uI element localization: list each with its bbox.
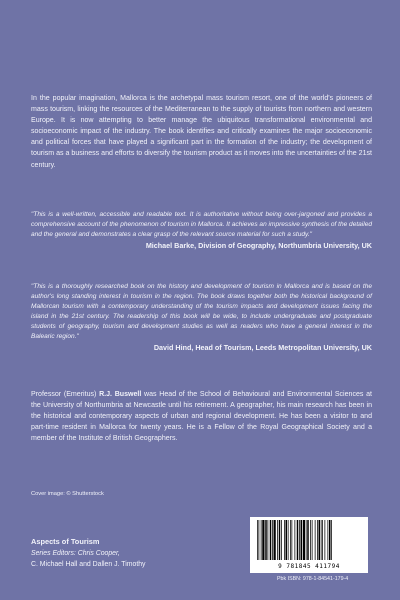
barcode-bar — [265, 520, 267, 560]
barcode-bar — [262, 520, 264, 560]
review-1-quote: "This is a well-written, accessible and readable text. It is authoritative without being over-jargoned and provides a comprehensive account of the phenomenon of tourism in Mallorca. It achieves an impressive synthesis of the detailed and the general and demonstrates a clear grasp of the relevant source material for such a study." — [31, 211, 372, 238]
author-name: R.J. Buswell — [99, 391, 142, 398]
barcode-bar — [321, 520, 322, 560]
barcode-bar — [297, 520, 299, 560]
barcode-bar — [274, 520, 276, 560]
barcode-bar — [279, 520, 281, 560]
barcode-bar — [317, 520, 318, 560]
barcode-bar — [292, 520, 293, 560]
review-2-quote: "This is a thoroughly researched book on the history and development of tourism in Mallorca and is based on the author's long standing interest in tourism in the region. The book draws together both the historical background of Mallorcan tourism with a contemporary understanding of the tourism impacts and development issues facing the island in the 21st century. The readership of this book will be wide, to include undergraduate and postgraduate students of geography, tourism and development studies as well as readers who have a general interest in the Balearic region." — [31, 283, 372, 340]
review-1 — [31, 210, 372, 250]
barcode-bar — [295, 520, 296, 560]
barcode-bar — [277, 520, 278, 560]
isbn-number: Pbk ISBN: 978-1-84541-179-4 — [277, 576, 349, 582]
book-description: In the popular imagination, Mallorca is the archetypal mass tourism resort, one of the world's pioneers of mass tourism, linking the resources of the Mediterranean to the supply of tourists from northern and western Europe. It is now attempting to better manage the ubiquitous transformational environmental and socioeconomic impact of the industry. The book identifies and critically examines the major socioeconomic and political forces that have played a significant part in the formation of the industry; the development of tourism as a business and efforts to diversify the tourism product as it moves into the uncertainties of the 21st century. — [31, 95, 372, 169]
barcode-bar — [315, 520, 316, 560]
barcode-bar — [270, 520, 272, 560]
barcode-bar — [301, 520, 303, 560]
barcode-bar — [322, 520, 323, 560]
barcode-bar — [259, 520, 260, 560]
barcode-bar — [303, 520, 305, 560]
barcode-digits: 9 781845 411794 — [278, 563, 340, 570]
author-bio — [31, 389, 372, 444]
barcode-bar — [257, 520, 258, 560]
barcode-bars — [255, 520, 363, 560]
barcode-bar — [310, 520, 311, 560]
author-bio-text: was Head of the School of Behavioural and Environmental Sciences at the University of Northumbria at Newcastle until his retirement. A geographer, his main research has been in the historical and contemporary aspects of urban and regional development. He has been a visitor to and part-time resident in Mallorca for twenty years. He is a Fellow of the Royal Geographical Society and a member of the Institute of British Geographers. — [31, 391, 373, 443]
series-editors-names: C. Michael Hall and Dallen J. Timothy — [31, 560, 146, 568]
barcode-bar — [325, 520, 326, 560]
barcode-bar — [290, 520, 291, 560]
barcode-bar — [288, 520, 289, 560]
barcode — [250, 517, 368, 573]
barcode-bar — [329, 520, 331, 560]
barcode-bar — [331, 520, 332, 560]
barcode-bar — [306, 520, 307, 560]
series-info — [31, 537, 146, 570]
barcode-bar — [281, 520, 282, 560]
barcode-bar — [268, 520, 269, 560]
review-2-author: David Hind, Head of Tourism, Leeds Metropolitan University, UK — [153, 343, 372, 352]
barcode-bar — [319, 520, 321, 560]
review-1-author: Michael Barke, Division of Geography, Northumbria University, UK — [145, 241, 372, 250]
review-2 — [31, 282, 372, 352]
barcode-bar — [284, 520, 285, 560]
barcode-bar — [272, 520, 273, 560]
series-editors-label: Series Editors: Chris Cooper, — [31, 550, 120, 557]
series-title: Aspects of Tourism — [31, 537, 100, 546]
cover-image-credit: Cover image: © Shutterstock — [31, 491, 104, 497]
barcode-bar — [307, 520, 309, 560]
author-bio-prefix: Professor (Emeritus) — [31, 391, 100, 398]
barcode-bar — [261, 520, 262, 560]
barcode-bar — [312, 520, 313, 560]
barcode-bar — [286, 520, 288, 560]
barcode-bar — [299, 520, 300, 560]
barcode-bar — [328, 520, 329, 560]
